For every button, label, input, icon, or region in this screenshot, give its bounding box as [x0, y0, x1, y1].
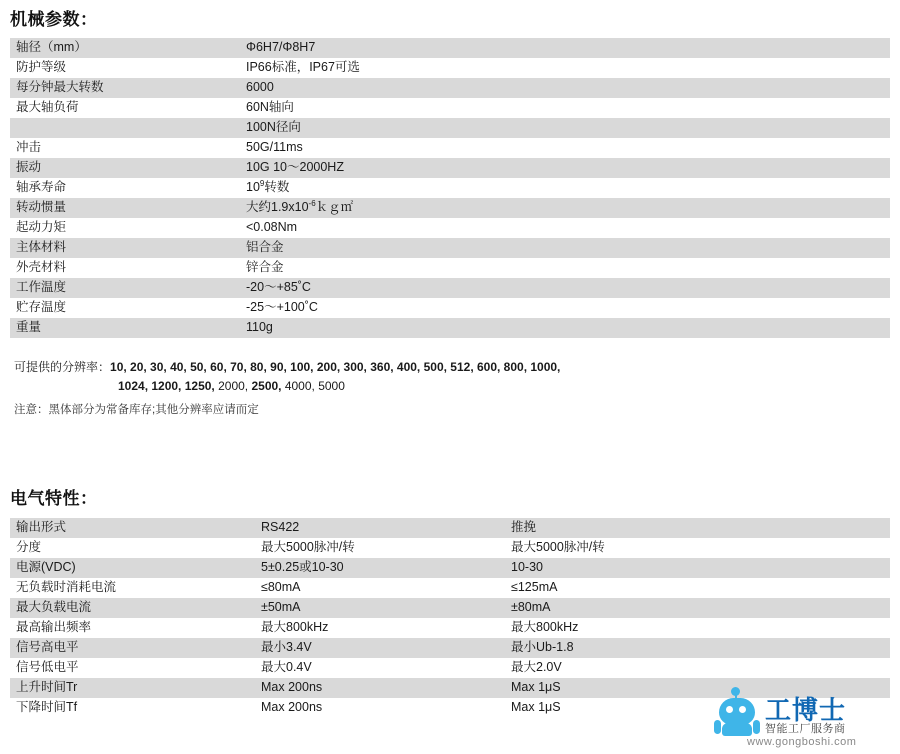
table-row — [10, 178, 890, 198]
spec-value: 110g — [240, 318, 890, 338]
resolutions-label: 可提供的分辨率： — [14, 360, 111, 374]
spec-value-rs422: ±50mA — [255, 598, 505, 618]
spec-label: 分度 — [10, 538, 255, 558]
spec-value: -25～+100˚C — [240, 298, 890, 318]
resolutions-note: 注意：黑体部分为常备库存;其他分辨率应请而定 — [14, 404, 259, 416]
spec-value-rs422: 5±0.25或10-30 — [255, 558, 505, 578]
spec-value: IP66标准，IP67可选 — [240, 58, 890, 78]
spec-value: -20～+85˚C — [240, 278, 890, 298]
spec-label: 每分钟最大转数 — [10, 78, 240, 98]
spec-value-pushpull: Max 1μS — [505, 678, 890, 698]
resolutions-values-line2-b: 2000, — [214, 379, 252, 393]
spec-label — [10, 118, 240, 138]
spec-value: 6000 — [240, 78, 890, 98]
spec-label: 轴径（mm） — [10, 38, 240, 58]
table-row — [10, 538, 890, 558]
resolutions-line-1 — [14, 358, 894, 377]
spec-label: 重量 — [10, 318, 240, 338]
resolutions-values-line2-d: 4000, 5000 — [281, 379, 345, 393]
table-row — [10, 98, 890, 118]
spec-value-pushpull: 最大2.0V — [505, 658, 890, 678]
spec-label: 外壳材料 — [10, 258, 240, 278]
spec-label: 轴承寿命 — [10, 178, 240, 198]
spec-label: 下降时间Tf — [10, 698, 255, 718]
mechanical-section-title: 机械参数： — [10, 10, 98, 29]
spec-value: Φ6H7/Φ8H7 — [240, 38, 890, 58]
logo-website-url: www.gongboshi.com — [747, 736, 857, 748]
table-row — [10, 158, 890, 178]
spec-value-rs422: Max 200ns — [255, 678, 505, 698]
spec-value-pushpull: ≤125mA — [505, 578, 890, 598]
spec-label: 无负载时消耗电流 — [10, 578, 255, 598]
spec-value-pushpull: 最小Ub-1.8 — [505, 638, 890, 658]
spec-label: 上升时间Tr — [10, 678, 255, 698]
logo-tagline: 智能工厂服务商 — [765, 723, 846, 735]
spec-label: 最大负载电流 — [10, 598, 255, 618]
table-row — [10, 78, 890, 98]
table-row — [10, 58, 890, 78]
spec-value-pushpull: 推挽 — [505, 518, 890, 538]
table-row — [10, 298, 890, 318]
spec-value: 50G/11ms — [240, 138, 890, 158]
spec-label: 主体材料 — [10, 238, 240, 258]
table-row — [10, 278, 890, 298]
table-row — [10, 578, 890, 598]
resolutions-values-line2-a: 1024, 1200, 1250, — [118, 379, 215, 393]
spec-value: 铝合金 — [240, 238, 890, 258]
spec-value-pushpull: 最大5000脉冲/转 — [505, 538, 890, 558]
spec-label: 工作温度 — [10, 278, 240, 298]
spec-label: 冲击 — [10, 138, 240, 158]
table-row — [10, 518, 890, 538]
spec-value-pushpull: Max 1μS — [505, 698, 890, 718]
table-row — [10, 598, 890, 618]
table-row — [10, 258, 890, 278]
table-row — [10, 318, 890, 338]
spec-value-rs422: Max 200ns — [255, 698, 505, 718]
table-row — [10, 558, 890, 578]
table-row — [10, 238, 890, 258]
resolutions-values-line2-c: 2500, — [251, 379, 282, 393]
spec-value: 大约$1.9x10^{-6}kg㎡$ — [240, 198, 890, 218]
spec-label: 防护等级 — [10, 58, 240, 78]
spec-label: 最高输出频率 — [10, 618, 255, 638]
table-row — [10, 138, 890, 158]
spec-value-pushpull: ±80mA — [505, 598, 890, 618]
spec-value-rs422: ≤80mA — [255, 578, 505, 598]
spec-label: 振动 — [10, 158, 240, 178]
spec-value: 100N径向 — [240, 118, 890, 138]
robot-mascot-icon — [713, 690, 761, 734]
spec-value-rs422: 最大800kHz — [255, 618, 505, 638]
spec-value: <0.08Nm — [240, 218, 890, 238]
table-row — [10, 658, 890, 678]
spec-value-pushpull: 10-30 — [505, 558, 890, 578]
spec-value: 10G 10～2000HZ — [240, 158, 890, 178]
table-row — [10, 38, 890, 58]
spec-value: $10^9$转数 — [240, 178, 890, 198]
spec-label: 贮存温度 — [10, 298, 240, 318]
spec-value-rs422: 最小3.4V — [255, 638, 505, 658]
spec-label: 最大轴负荷 — [10, 98, 240, 118]
logo-brand-name: 工博士 — [765, 695, 847, 725]
spec-value-rs422: 最大0.4V — [255, 658, 505, 678]
table-row — [10, 198, 890, 218]
spec-label: 转动惯量 — [10, 198, 240, 218]
table-row — [10, 638, 890, 658]
spec-label: 起动力矩 — [10, 218, 240, 238]
spec-label: 电源(VDC) — [10, 558, 255, 578]
resolutions-values-line1: 10, 20, 30, 40, 50, 60, 70, 80, 90, 100, 200, 300, 360, 400, 500, 512, 600, 800, 1000, — [110, 360, 561, 374]
spec-label: 信号高电平 — [10, 638, 255, 658]
spec-label: 信号低电平 — [10, 658, 255, 678]
spec-value: 60N轴向 — [240, 98, 890, 118]
table-row — [10, 618, 890, 638]
spec-value: 锌合金 — [240, 258, 890, 278]
mechanical-parameters-table — [10, 38, 890, 338]
spec-value-rs422: RS422 — [255, 518, 505, 538]
resolutions-line-2 — [118, 377, 345, 396]
spec-label: 输出形式 — [10, 518, 255, 538]
table-row — [10, 218, 890, 238]
spec-value-rs422: 最大5000脉冲/转 — [255, 538, 505, 558]
electrical-section-title: 电气特性： — [10, 489, 98, 508]
spec-value-pushpull: 最大800kHz — [505, 618, 890, 638]
gongboshi-logo — [707, 688, 892, 750]
table-row — [10, 118, 890, 138]
